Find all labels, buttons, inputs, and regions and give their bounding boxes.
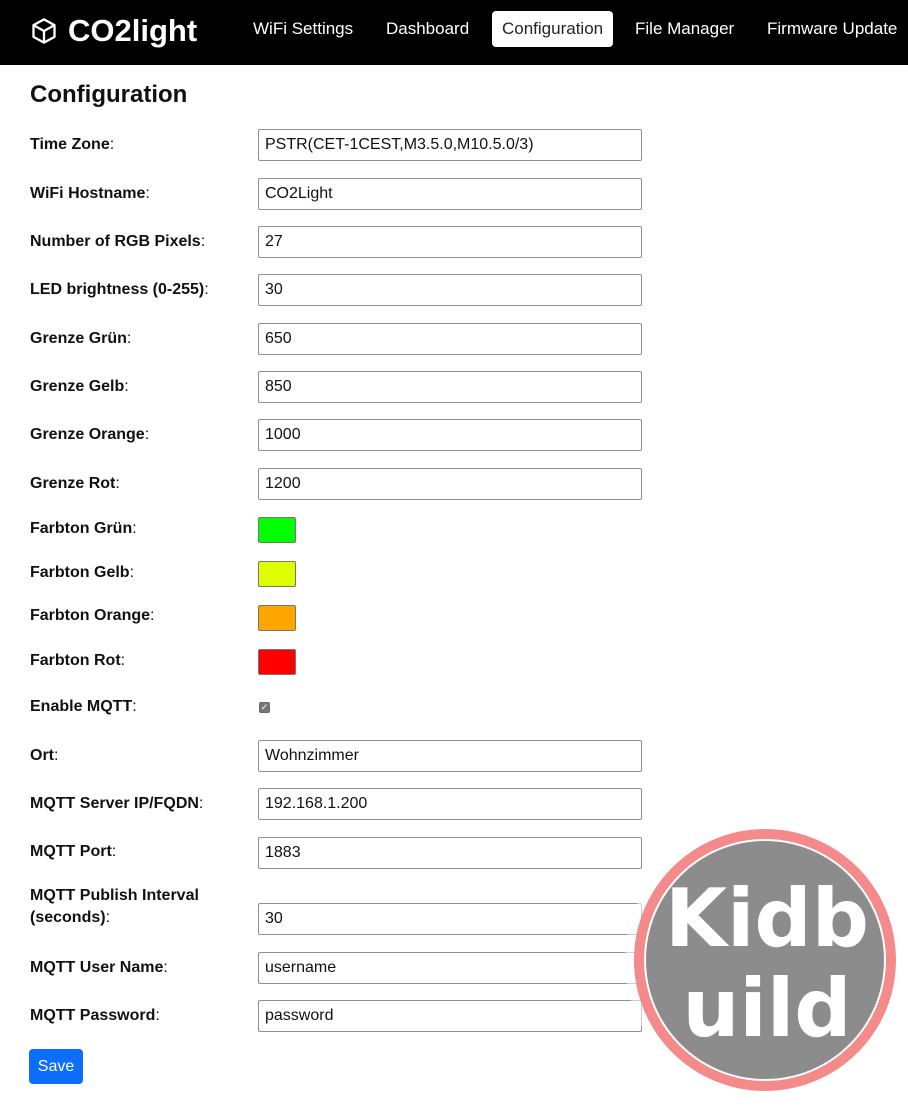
brand-link[interactable] <box>30 11 197 51</box>
grenze-gruen-input[interactable] <box>258 323 642 355</box>
nav-configuration[interactable]: Configuration <box>492 11 613 47</box>
time-zone-input[interactable] <box>258 129 642 161</box>
farbton-orange-label: Farbton Orange: <box>30 607 155 624</box>
mqtt-interval-label-line2: (seconds) <box>30 909 106 926</box>
mqtt-port-input[interactable] <box>258 837 642 869</box>
farbton-gruen-color-picker[interactable] <box>258 517 296 543</box>
mqtt-server-input[interactable] <box>258 788 642 820</box>
farbton-orange-color-picker[interactable] <box>258 605 296 631</box>
grenze-gelb-input[interactable] <box>258 371 642 403</box>
nav-firmware-update[interactable]: Firmware Update <box>767 19 898 38</box>
save-button[interactable]: Save <box>29 1049 83 1084</box>
time-zone-label: Time Zone: <box>30 136 115 153</box>
mqtt-interval-label: MQTT Publish Interval (seconds): <box>30 887 199 926</box>
enable-mqtt-label: Enable MQTT: <box>30 698 137 715</box>
checkmark-icon: ✓ <box>260 702 269 712</box>
ort-input[interactable] <box>258 740 642 772</box>
nav-wifi-settings[interactable]: WiFi Settings <box>253 19 354 38</box>
mqtt-server-label: MQTT Server IP/FQDN: <box>30 795 204 812</box>
mqtt-port-label: MQTT Port: <box>30 843 117 860</box>
nav-file-manager[interactable]: File Manager <box>635 19 735 38</box>
nav-dashboard[interactable]: Dashboard <box>386 19 470 38</box>
farbton-rot-label: Farbton Rot: <box>30 652 126 669</box>
brand-name: CO2light <box>68 13 198 48</box>
grenze-orange-label: Grenze Orange: <box>30 426 150 443</box>
enable-mqtt-checkbox[interactable] <box>259 702 270 713</box>
wifi-hostname-label: WiFi Hostname: <box>30 185 150 202</box>
mqtt-user-label: MQTT User Name: <box>30 959 168 976</box>
farbton-gelb-color-picker[interactable] <box>258 561 296 587</box>
led-brightness-label: LED brightness (0-255): <box>30 281 209 298</box>
mqtt-interval-input[interactable] <box>258 903 642 935</box>
grenze-gelb-label: Grenze Gelb: <box>30 378 129 395</box>
watermark-text-line2: uild <box>682 962 852 1055</box>
rgb-pixels-input[interactable] <box>258 226 642 258</box>
mqtt-user-input[interactable] <box>258 952 642 984</box>
grenze-gruen-label: Grenze Grün: <box>30 330 132 347</box>
farbton-rot-color-picker[interactable] <box>258 649 296 675</box>
led-brightness-input[interactable] <box>258 274 642 306</box>
farbton-gelb-label: Farbton Gelb: <box>30 564 135 581</box>
farbton-gruen-label: Farbton Grün: <box>30 520 137 537</box>
watermark-text-line1: Kidb <box>665 872 869 965</box>
page-title: Configuration <box>30 81 188 108</box>
grenze-rot-label: Grenze Rot: <box>30 475 120 492</box>
wifi-hostname-input[interactable] <box>258 178 642 210</box>
cube-icon <box>30 17 58 45</box>
mqtt-password-label: MQTT Password: <box>30 1007 160 1024</box>
mqtt-interval-label-line1: MQTT Publish Interval <box>30 887 199 904</box>
top-navbar <box>0 0 908 65</box>
ort-label: Ort: <box>30 747 59 764</box>
kidbuild-watermark-logo <box>622 818 908 1107</box>
grenze-rot-input[interactable] <box>258 468 642 500</box>
rgb-pixels-label: Number of RGB Pixels: <box>30 233 206 250</box>
grenze-orange-input[interactable] <box>258 419 642 451</box>
mqtt-password-input[interactable] <box>258 1000 642 1032</box>
